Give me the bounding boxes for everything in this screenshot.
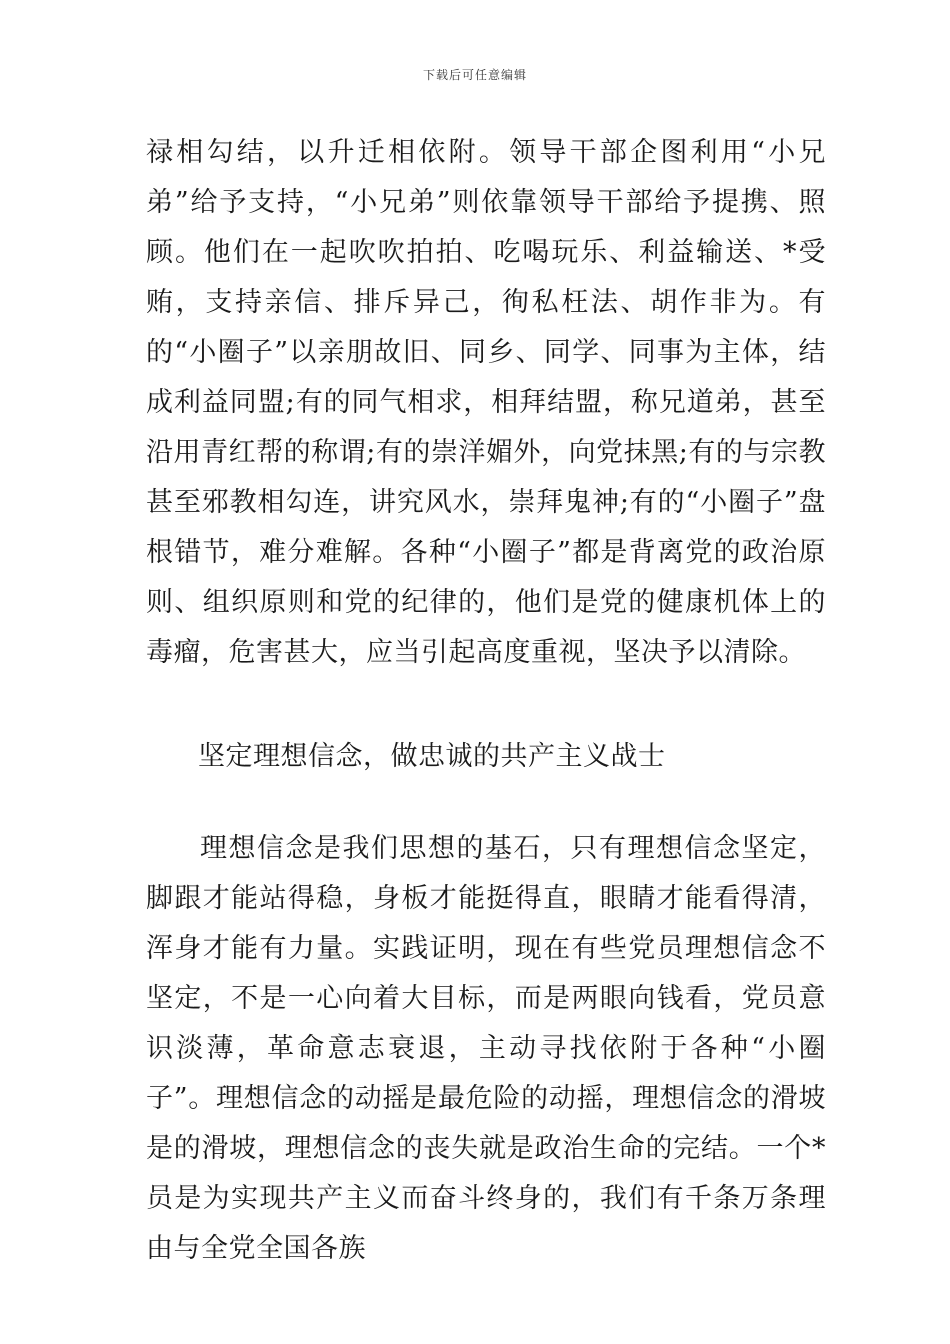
section-heading: 坚定理想信念，做忠诚的共产主义战士 [198, 741, 666, 772]
body-paragraph-2: 理想信念是我们思想的基石，只有理想信念坚定，脚跟才能站得稳，身板才能挺得直，眼睛才能看得清，浑身才能有力量。实践证明，现在有些党员理想信念不坚定，不是一心向着大目标，而是两眼向钱看，党员意识淡薄，革命意志衰退，主动寻找依附于各种“小圈子”。理想信念的动摇是最危险的动摇，理想信念的滑坡是的滑坡，理想信念的丧失就是政治生命的完结。一个*员是为实现共产主义而奋斗终身的，我们有千条万条理由与全党全国各族 [146, 833, 826, 1264]
page-header: 下载后可任意编辑 [422, 68, 527, 82]
body-paragraph-1: 禄相勾结，以升迁相依附。领导干部企图利用“小兄弟”给予支持，“小兄弟”则依靠领导干部给予提携、照顾。他们在一起吹吹拍拍、吃喝玩乐、利益输送、*受贿，支持亲信、排斥异己，徇私枉法、胡作非为。有的“小圈子”以亲朋故旧、同乡、同学、同事为主体，结成利益同盟;有的同气相求，相拜结盟，称兄道弟，甚至沿用青红帮的称谓;有的崇洋媚外，向党抹黑;有的与宗教甚至邪教相勾连，讲究风水，崇拜鬼神;有的“小圈子”盘根错节，难分难解。各种“小圈子”都是背离党的政治原则、组织原则和党的纪律的，他们是党的健康机体上的毒瘤，危害甚大，应当引起高度重视，坚决予以清除。 [146, 137, 826, 668]
